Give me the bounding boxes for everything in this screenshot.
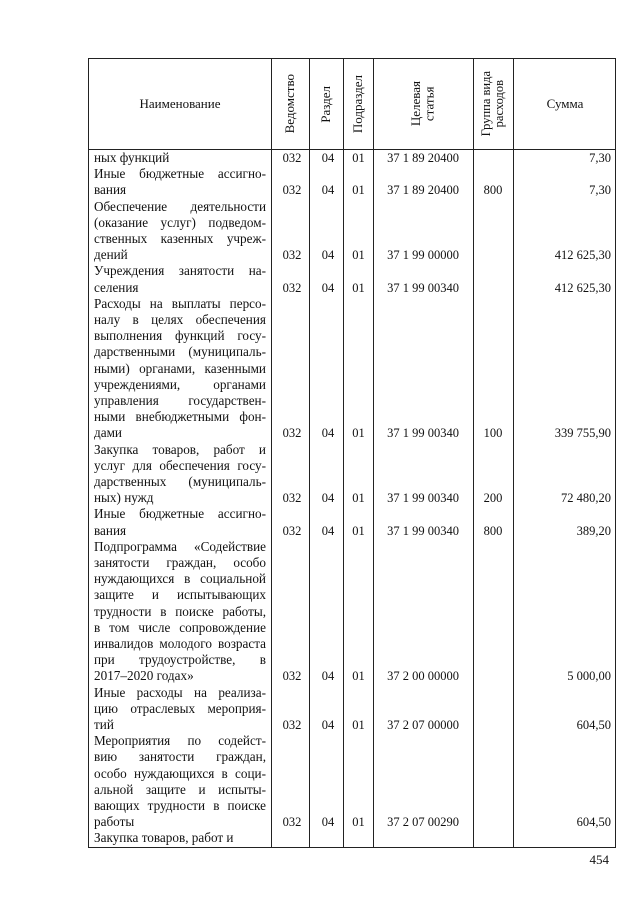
cell-target: 37 1 99 00340 bbox=[387, 426, 459, 441]
cell-target: 37 1 89 20400 bbox=[387, 183, 459, 198]
cell-sec: 04 bbox=[321, 183, 335, 198]
cell-sum: 604,50 bbox=[576, 815, 611, 830]
cell-sub: 01 bbox=[352, 183, 365, 198]
header-name: Наименование bbox=[139, 96, 221, 111]
cell-sub: 01 bbox=[352, 280, 365, 295]
row-name: Закупка товаров, работ и bbox=[94, 830, 234, 846]
cell-sub: 01 bbox=[352, 151, 365, 165]
column-divider bbox=[513, 59, 514, 847]
cell-dept: 032 bbox=[282, 491, 302, 506]
cell-sum: 412 625,30 bbox=[554, 280, 611, 295]
header-group: Группа вида расходов bbox=[478, 71, 506, 137]
column-divider bbox=[473, 59, 474, 847]
row-name: Иные расходы на реализа- цию отраслевых мероприя- тий bbox=[94, 684, 266, 732]
cell-sub: 01 bbox=[352, 426, 365, 441]
cell-sub: 01 bbox=[352, 248, 365, 263]
cell-sum: 389,20 bbox=[576, 523, 611, 538]
cell-dept: 032 bbox=[282, 248, 302, 263]
header-target: Целевая статья bbox=[408, 81, 437, 127]
cell-sum: 72 480,20 bbox=[561, 491, 611, 506]
row-name: Иные бюджетные ассигно- вания bbox=[94, 166, 266, 198]
cell-sec: 04 bbox=[321, 718, 335, 732]
cell-dept: 032 bbox=[282, 183, 302, 198]
cell-sec: 04 bbox=[321, 669, 335, 684]
cell-sub: 01 bbox=[352, 491, 365, 506]
cell-sub: 01 bbox=[352, 718, 365, 732]
cell-sum: 339 755,90 bbox=[554, 426, 611, 441]
header-section: Раздел bbox=[318, 85, 334, 123]
cell-sec: 04 bbox=[321, 523, 335, 538]
cell-sec: 04 bbox=[321, 815, 335, 830]
cell-target: 37 1 89 20400 bbox=[387, 151, 459, 165]
cell-target: 37 2 07 00290 bbox=[387, 815, 459, 830]
cell-sum: 604,50 bbox=[576, 718, 611, 732]
cell-group: 800 bbox=[483, 523, 503, 538]
cell-dept: 032 bbox=[282, 669, 302, 684]
cell-sum: 5 000,00 bbox=[567, 669, 611, 684]
cell-target: 37 1 99 00000 bbox=[387, 248, 459, 263]
cell-sum: 412 625,30 bbox=[554, 248, 611, 263]
cell-dept: 032 bbox=[282, 718, 302, 732]
header-sum: Сумма bbox=[546, 96, 584, 111]
cell-sub: 01 bbox=[352, 669, 365, 684]
page-number: 454 bbox=[589, 852, 609, 867]
row-name: ных функций bbox=[94, 150, 170, 165]
header-dept: Ведомство bbox=[282, 74, 298, 134]
cell-target: 37 1 99 00340 bbox=[387, 491, 459, 506]
cell-sum: 7,30 bbox=[589, 151, 611, 165]
cell-group: 800 bbox=[483, 183, 503, 198]
cell-target: 37 1 99 00340 bbox=[387, 280, 459, 295]
row-name: Закупка товаров, работ и услуг для обеспечения госу- дарственных (муниципаль- ных) нужд bbox=[94, 441, 266, 506]
cell-dept: 032 bbox=[282, 426, 302, 441]
cell-dept: 032 bbox=[282, 151, 302, 165]
column-divider bbox=[271, 59, 272, 847]
row-name: Мероприятия по содейст- вию занятости граждан, особо нуждающихся в соци- альной защите и испыты- вающих трудности в поиске работы bbox=[94, 733, 266, 830]
cell-dept: 032 bbox=[282, 815, 302, 830]
cell-dept: 032 bbox=[282, 280, 302, 295]
row-name: Иные бюджетные ассигно- вания bbox=[94, 506, 266, 538]
cell-sub: 01 bbox=[352, 815, 365, 830]
cell-sum: 7,30 bbox=[589, 183, 611, 198]
row-name: Расходы на выплаты персо- налу в целях обеспечения выполнения функций госу- дарственными (муниципаль- ными) органами, казенными учреждениями, органами управления государствен- ными внебюджетными фон- дами bbox=[94, 295, 266, 441]
row-name: Подпрограмма «Содействие занятости граждан, особо нуждающихся в социальной защите и испытывающих трудности в поиске работы, в том числе сопровождение инвалидов молодого возраста при трудоустройстве, в 2017–2020 годах» bbox=[94, 538, 266, 684]
budget-table bbox=[88, 58, 616, 848]
cell-target: 37 2 00 00000 bbox=[387, 669, 459, 684]
cell-sec: 04 bbox=[321, 280, 335, 295]
row-name: Обеспечение деятельности (оказание услуг) подведом- ственных казенных учреж- дений bbox=[94, 198, 266, 263]
cell-sub: 01 bbox=[352, 523, 365, 538]
column-divider bbox=[309, 59, 310, 847]
cell-group: 100 bbox=[483, 426, 503, 441]
cell-group: 200 bbox=[483, 491, 503, 506]
cell-sec: 04 bbox=[321, 248, 335, 263]
row-name: Учреждения занятости на- селения bbox=[94, 263, 266, 295]
cell-dept: 032 bbox=[282, 523, 302, 538]
header-subsection: Подраздел bbox=[350, 74, 366, 134]
cell-sec: 04 bbox=[321, 151, 335, 165]
cell-target: 37 2 07 00000 bbox=[387, 718, 459, 732]
cell-sec: 04 bbox=[321, 426, 335, 441]
cell-sec: 04 bbox=[321, 491, 335, 506]
cell-target: 37 1 99 00340 bbox=[387, 523, 459, 538]
